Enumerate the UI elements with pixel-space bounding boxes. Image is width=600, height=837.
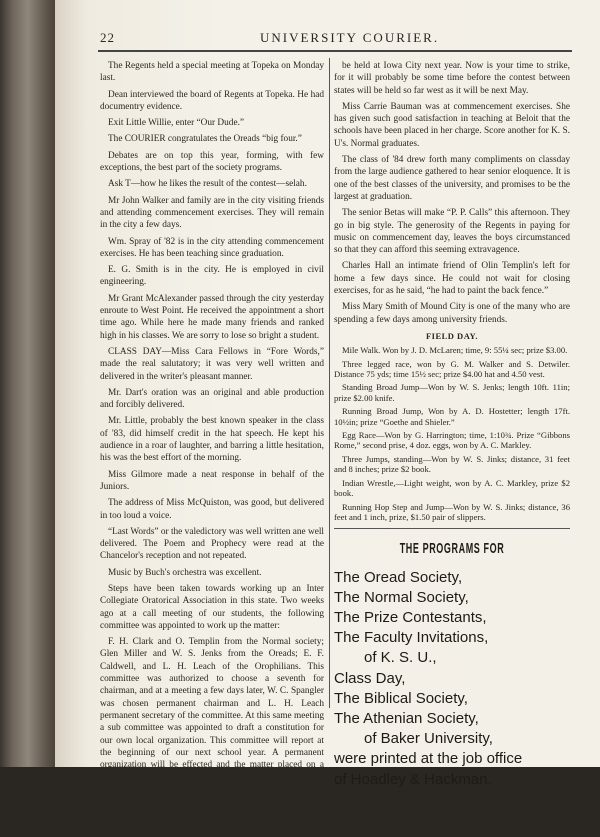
article-paragraph: F. H. Clark and O. Templin from the Normal society; Glen Miller and W. S. Jenks from the Oreads; E. F. Caldwell, and L. H. Leach of the Orophilians. This committee was authorized to choose a seventh for chairman, and at a meeting a few days later, W. C. Spangler was chosen permanent chairman and L. H. Leach permanent secretary of the committee. At this same meeting a sub committee was appointed to draft a constitution for our own local organization. This committee will report at the beginning of our next school year. A permanent organization will be effected and the matter placed on a sound basis. In the mean time, this committee of seven will do all they can to work up an interest among the colleges of the state, so that at an early date next year we can have our contests and send a representative to the Inter State Oratotical contest, to [100,637,324,832]
ad-line: The Oread Society, [334,568,463,586]
article-paragraph: Miss Gilmore made a neat response in behalf of the Juniors. [100,469,324,492]
article-paragraph: Mr Grant McAlexander passed through the city yesterday enroute to West Point. He received the appointment a short time ago. While here he made many friends and ranked high in his classes. We are sorry to lose so bright a student. [100,293,324,341]
article-paragraph: Debates are on top this year, forming, with few exceptions, the best part of the society programs. [100,150,324,174]
article-paragraph: Ask T—how he likes the result of the contest—selah. [108,179,307,190]
ad-heading: THE PROGRAMS FOR [399,540,505,558]
article-paragraph: The Regents held a special meeting at Topeka on Monday last. [100,61,324,84]
article-paragraph: Music by Buch's orchestra was excellent. [108,567,262,578]
header-rule [98,50,572,52]
ad-line: of Baker University, [364,730,493,748]
field-day-section [334,330,570,522]
field-day-heading: FIELD DAY. [425,330,479,341]
article-paragraph: Miss Mary Smith of Mound City is one of the many who are spending a few days among university friends. [334,302,570,325]
field-day-result: Three Jumps, standing—Won by W. S. Jinks; distance, 31 feet and 8 inches; prize $2 book. [334,453,570,475]
field-day-result: Indian Wrestle,—Light weight, won by A. C. Markley, prize $2 book. [334,477,570,499]
field-day-result: Running Hop Step and Jump—Won by W. S. Jinks; distance, 36 feet and 1 inch, prize, $1.50 pair of slippers. [334,501,570,522]
article-paragraph: The class of '84 drew forth many compliments on classday from the large audience gathered to hear senior eloquence. It is one of the best classes of the university, and promises to be the largest at graduation. [334,155,570,202]
article-paragraph: be held at Iowa City next year. Now is your time to strike, for it will probably be some time before the contest between states will be held so far west as it will be next May. [334,61,570,96]
article-paragraph: The COURIER congratulates the Oreads “big four.” [108,134,302,145]
article-paragraph: Wm. Spray of '82 is in the city attending commencement exercises. He has been teaching since graduation. [100,236,324,259]
ad-line: The Faculty Invitations, [334,629,489,647]
article-paragraph: Exit Little Willie, enter “Our Dude.” [108,118,245,129]
article-paragraph: The address of Miss McQuiston, was good, but delivered in too loud a voice. [100,498,324,521]
field-day-result: Standing Broad Jump—Won by W. S. Jenks; length 10ft. 11in; prize $2.00 knife. [334,382,570,403]
field-day-result: Egg Race—Won by G. Harrington; time, 1:10¾. Prize “Gibbons Rome,” second prise, 4 doz. eggs, won by A. C. Markley. [334,430,570,451]
ad-line: of Hoadley & Hackman. [334,770,492,788]
article-paragraph: E. G. Smith is in the city. He is employed in civil engineering. [100,265,324,288]
article-paragraph: Mr John Walker and family are in the city visiting friends and attending commencement exercises. They will remain in the city a few days. [100,195,324,231]
article-paragraph: Mr. Little, probably the best known speaker in the class of '83, did himself credit in the hat speech. He kept his audience in a roar of laughter, and barring a little hesitation, his was the best effort of the morning. [100,416,324,464]
ad-line: The Biblical Society, [334,689,468,707]
ad-line: The Athenian Society, [334,709,479,727]
ad-line: Class Day, [334,669,406,687]
field-day-result: Mile Walk. Won by J. D. McLaren; time, 9: 55¼ sec; prize $3.00. [342,345,568,356]
article-paragraph: Steps have been taken towards working up an Inter Collegiate Oratorical Association in this state. Two weeks ago at a call meeting of our students, the following committee was appointed to work up the matter: [100,583,324,631]
advertisement [334,539,570,789]
ad-line: were printed at the job office [334,750,523,768]
field-day-result: Three legged race, won by G. M. Walker and S. Detwiler. Distance 75 yds; time 15½ sec; prize $4.00 hat and 4.50 vest. [334,358,570,380]
article-paragraph: Charles Hall an intimate friend of Olin Templin's left for home a few days since. He could not wait for closing exercises, for as he said, “he had to paint the back fence.” [334,261,570,297]
field-day-result: Running Broad Jump, Won by A. D. Hostetter; length 17ft. 10½in; prize “Goethe and Shieler.” [334,406,570,427]
page-number: 22 [100,30,115,45]
book-binding [0,0,62,767]
ad-line: of K. S. U., [364,649,437,667]
article-paragraph: The senior Betas will make “P. P. Calls” this afternoon. They go in big style. The generosity of the Regents in paying for music on commencement day, leaves the boys circumstanced so that they can afford this seeming extravagence. [334,208,570,256]
article-paragraph: Dean interviewed the board of Regents at Topeka. He had documentry evidence. [100,89,324,112]
ad-line: The Prize Contestants, [334,608,487,626]
article-paragraph: Miss Carrie Bauman was at commencement exercises. She has given such good satisfaction in teaching at Beloit that the schools have been placed in her charge. Score another for K. S. U's. Normal graduates. [334,101,570,149]
column-divider [329,58,330,708]
left-column [100,60,324,837]
running-head: UNIVERSITY COURIER. [260,30,440,45]
right-column [334,60,570,790]
ad-line: The Normal Society, [334,588,469,606]
section-rule [334,528,570,529]
article-paragraph: “Last Words” or the valedictory was well written ane well delivered. The Poem and Prophecy were read at the Chancelor's reception and not repeated. [100,526,324,562]
article-paragraph: CLASS DAY—Miss Cara Fellows in “Fore Words,” made the real salutatory; it was very well written and delivered in the writer's pleasant manner. [100,346,324,382]
article-paragraph: Mr. Dart's oration was an original and able production and forcibly delivered. [100,387,324,411]
